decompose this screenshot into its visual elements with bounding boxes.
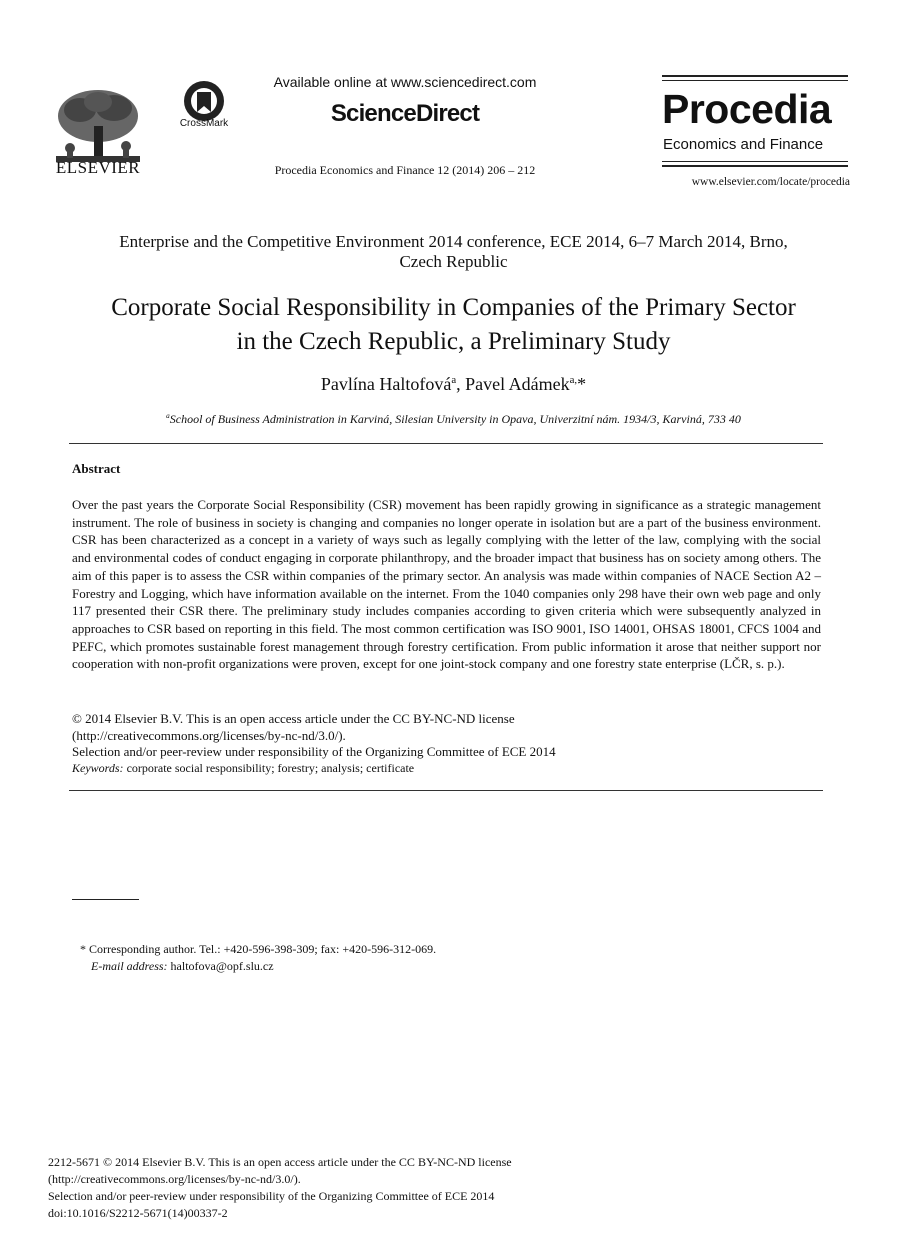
conference-info <box>60 232 847 272</box>
review-line: Selection and/or peer-review under responsibility of the Organizing Committee of ECE 2014 <box>72 744 556 759</box>
author-list: Pavlína Haltofová$^a$, Pavel Adámek$^{a,}$* <box>320 374 587 394</box>
paper-title <box>60 291 847 359</box>
author-name: Pavlína Haltofová <box>320 374 452 394</box>
footnote <box>80 941 780 975</box>
license-link[interactable]: (http://creativecommons.org/licenses/by-nc-nd/3.0/). <box>48 1172 301 1186</box>
conference-line: Enterprise and the Competitive Environment 2014 conference, ECE 2014, 6–7 March 2014, Brno, <box>119 232 788 251</box>
doi[interactable]: doi:10.1016/S2212-5671(14)00337-2 <box>48 1206 228 1220</box>
license-line: © 2014 Elsevier B.V. This is an open access article under the CC BY-NC-ND license <box>72 711 515 726</box>
footnote-mark: * <box>80 942 86 956</box>
divider <box>662 161 848 162</box>
copyright-footer <box>48 1154 748 1222</box>
journal-reference: Procedia Economics and Finance 12 (2014) 206 – 212 <box>274 163 536 177</box>
keywords-list: corporate social responsibility; forestry; analysis; certificate <box>126 761 415 775</box>
crossmark-label: CrossMark <box>179 118 229 129</box>
corresponding-author: Corresponding author. Tel.: +420-596-398-309; fax: +420-596-312-069. <box>89 942 437 956</box>
copyright-line: 2212-5671 © 2014 Elsevier B.V. This is an open access article under the CC BY-NC-ND license <box>48 1155 512 1169</box>
divider <box>662 80 848 81</box>
keywords <box>72 761 821 776</box>
author-affiliation-mark: a, <box>569 374 578 386</box>
affiliation <box>60 412 847 427</box>
sciencedirect-logo: ScienceDirect <box>330 100 480 127</box>
publisher-name: ELSEVIER <box>55 158 141 177</box>
affiliation-text: School of Business Administration in Karviná, Silesian University in Opava, Univerzitní nám. 1934/3, Karviná, 733 40 <box>169 412 741 426</box>
divider <box>69 443 823 444</box>
journal-logo: Procedia <box>662 86 832 132</box>
available-online-text[interactable]: Available online at www.sciencedirect.com <box>273 74 537 90</box>
email-address[interactable]: haltofova@opf.slu.cz <box>170 959 274 973</box>
title-line: Corporate Social Responsibility in Companies of the Primary Sector <box>111 294 796 321</box>
divider <box>662 75 848 77</box>
conference-line: Czech Republic <box>399 252 508 271</box>
affiliation-mark: a <box>166 412 170 420</box>
journal-url[interactable]: www.elsevier.com/locate/procedia <box>691 176 850 188</box>
abstract-heading: Abstract <box>72 461 121 476</box>
journal-subtitle: Economics and Finance <box>663 136 824 153</box>
author-name: Pavel Adámek <box>465 374 570 394</box>
email-label: E-mail address: <box>91 959 168 973</box>
divider <box>69 790 823 791</box>
corresponding-mark: * <box>577 374 587 394</box>
keywords-label: Keywords: <box>72 761 124 775</box>
review-line: Selection and/or peer-review under responsibility of the Organizing Committee of ECE 2014 <box>48 1189 495 1203</box>
abstract-text: Over the past years the Corporate Social Responsibility (CSR) movement has been rapidly growing in significance as a strategic management instrument. The role of business in society is changing and companies no longer operate in isolation but are a part of the business environment. CSR has been characterized as a concept in a variety of ways such as legally complying with the letter of the law, complying with the social and environmental codes of conduct engaging in corporate philanthropy, and the broader impact that business has on society among others. The aim of this paper is to assess the CSR within companies of the primary sector. An analysis was made within companies of NACE Section A2 – Forestry and Logging, which have information available on the internet. From the 1040 companies only 298 have their own web page and only 117 presented their CSR there. The preliminary study includes companies according to given criteria which were subsequently analyzed in approaches to CSR based on reporting in this field. The most common certification was ISO 9001, ISO 14001, OHSAS 18001, CFCS 1004 and PEFC, which promotes sustainable forest management through forestry certification. From public information it arose that neither support nor cooperation with non-profit organizations were proven, except for one joint-stock company and one forestry state enterprise (LČR, s. p.). <box>72 497 821 672</box>
title-line: in the Czech Republic, a Preliminary Study <box>236 328 671 355</box>
divider <box>662 165 848 167</box>
license-info <box>72 711 821 761</box>
license-link[interactable]: (http://creativecommons.org/licenses/by-nc-nd/3.0/). <box>72 727 346 743</box>
footnote-divider <box>72 899 139 900</box>
author-affiliation-mark: a <box>451 374 457 386</box>
